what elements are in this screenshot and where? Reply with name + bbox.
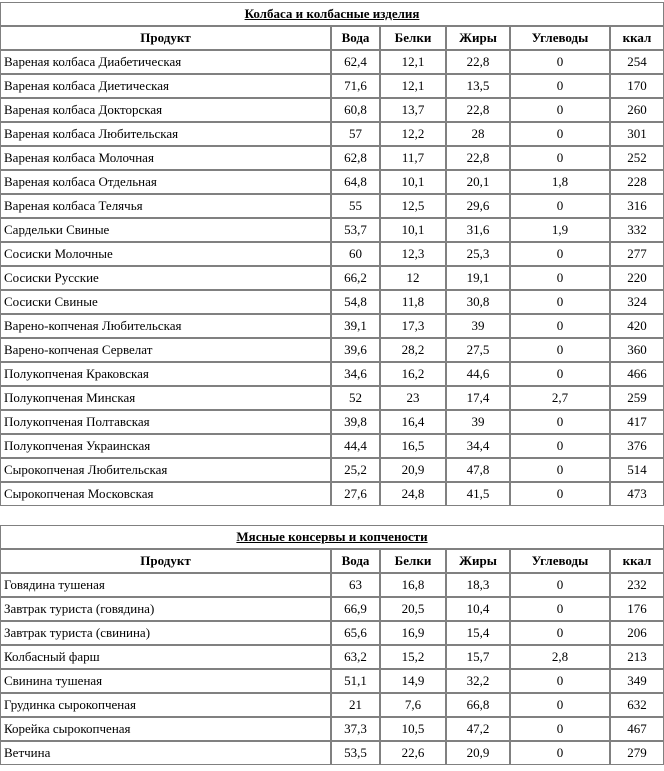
table-title-row — [0, 2, 664, 26]
value-cell: 60 — [331, 242, 380, 266]
value-cell: 53,5 — [331, 741, 380, 765]
value-cell: 417 — [610, 410, 664, 434]
value-cell: 20,5 — [380, 597, 446, 621]
value-cell: 7,6 — [380, 693, 446, 717]
value-cell: 632 — [610, 693, 664, 717]
value-cell: 24,8 — [380, 482, 446, 506]
value-cell: 12,2 — [380, 122, 446, 146]
product-name-cell: Колбасный фарш — [0, 645, 331, 669]
value-cell: 316 — [610, 194, 664, 218]
sausage-table — [0, 2, 664, 506]
value-cell: 65,6 — [331, 621, 380, 645]
value-cell: 22,8 — [446, 146, 510, 170]
product-name-cell: Вареная колбаса Телячья — [0, 194, 331, 218]
value-cell: 220 — [610, 266, 664, 290]
value-cell: 63,2 — [331, 645, 380, 669]
value-cell: 66,2 — [331, 266, 380, 290]
column-header: ккал — [610, 549, 664, 573]
value-cell: 39,6 — [331, 338, 380, 362]
value-cell: 12 — [380, 266, 446, 290]
table-row — [0, 410, 664, 434]
product-name-cell: Завтрак туриста (говядина) — [0, 597, 331, 621]
table-row — [0, 98, 664, 122]
table-row — [0, 194, 664, 218]
value-cell: 10,1 — [380, 170, 446, 194]
column-header: Жиры — [446, 549, 510, 573]
table-title: Мясные консервы и копчености — [0, 525, 664, 549]
product-name-cell: Корейка сырокопченая — [0, 717, 331, 741]
table-row — [0, 482, 664, 506]
value-cell: 39,8 — [331, 410, 380, 434]
value-cell: 22,8 — [446, 50, 510, 74]
table-row — [0, 741, 664, 765]
product-name-cell: Полукопченая Краковская — [0, 362, 331, 386]
value-cell: 376 — [610, 434, 664, 458]
value-cell: 20,9 — [446, 741, 510, 765]
value-cell: 252 — [610, 146, 664, 170]
value-cell: 44,4 — [331, 434, 380, 458]
value-cell: 47,2 — [446, 717, 510, 741]
value-cell: 0 — [510, 482, 610, 506]
value-cell: 64,8 — [331, 170, 380, 194]
table-row — [0, 693, 664, 717]
value-cell: 206 — [610, 621, 664, 645]
value-cell: 0 — [510, 434, 610, 458]
table-row — [0, 122, 664, 146]
value-cell: 16,8 — [380, 573, 446, 597]
value-cell: 1,9 — [510, 218, 610, 242]
value-cell: 13,7 — [380, 98, 446, 122]
value-cell: 0 — [510, 74, 610, 98]
value-cell: 41,5 — [446, 482, 510, 506]
value-cell: 15,4 — [446, 621, 510, 645]
canned-meat-table — [0, 525, 664, 765]
column-header: Вода — [331, 549, 380, 573]
value-cell: 176 — [610, 597, 664, 621]
value-cell: 12,1 — [380, 74, 446, 98]
product-name-cell: Вареная колбаса Молочная — [0, 146, 331, 170]
table-row — [0, 74, 664, 98]
header-row — [0, 549, 664, 573]
value-cell: 27,6 — [331, 482, 380, 506]
table-row — [0, 458, 664, 482]
table-row — [0, 669, 664, 693]
product-name-cell: Полукопченая Полтавская — [0, 410, 331, 434]
value-cell: 39,1 — [331, 314, 380, 338]
value-cell: 51,1 — [331, 669, 380, 693]
value-cell: 30,8 — [446, 290, 510, 314]
table-row — [0, 717, 664, 741]
value-cell: 254 — [610, 50, 664, 74]
product-name-cell: Полукопченая Минская — [0, 386, 331, 410]
value-cell: 63 — [331, 573, 380, 597]
value-cell: 473 — [610, 482, 664, 506]
table-row — [0, 242, 664, 266]
value-cell: 324 — [610, 290, 664, 314]
value-cell: 0 — [510, 573, 610, 597]
value-cell: 23 — [380, 386, 446, 410]
value-cell: 16,4 — [380, 410, 446, 434]
value-cell: 260 — [610, 98, 664, 122]
value-cell: 10,1 — [380, 218, 446, 242]
product-name-cell: Ветчина — [0, 741, 331, 765]
value-cell: 11,7 — [380, 146, 446, 170]
product-name-cell: Сардельки Свиные — [0, 218, 331, 242]
value-cell: 332 — [610, 218, 664, 242]
value-cell: 279 — [610, 741, 664, 765]
table-row — [0, 645, 664, 669]
value-cell: 15,7 — [446, 645, 510, 669]
value-cell: 19,1 — [446, 266, 510, 290]
column-header: Продукт — [0, 26, 331, 50]
value-cell: 18,3 — [446, 573, 510, 597]
value-cell: 0 — [510, 621, 610, 645]
value-cell: 12,3 — [380, 242, 446, 266]
value-cell: 62,8 — [331, 146, 380, 170]
column-header: ккал — [610, 26, 664, 50]
product-name-cell: Сырокопченая Любительская — [0, 458, 331, 482]
value-cell: 53,7 — [331, 218, 380, 242]
table-row — [0, 338, 664, 362]
product-name-cell: Полукопченая Украинская — [0, 434, 331, 458]
column-header: Углеводы — [510, 549, 610, 573]
value-cell: 71,6 — [331, 74, 380, 98]
value-cell: 32,2 — [446, 669, 510, 693]
value-cell: 0 — [510, 741, 610, 765]
value-cell: 39 — [446, 314, 510, 338]
value-cell: 0 — [510, 146, 610, 170]
value-cell: 54,8 — [331, 290, 380, 314]
value-cell: 31,6 — [446, 218, 510, 242]
value-cell: 20,1 — [446, 170, 510, 194]
product-name-cell: Вареная колбаса Любительская — [0, 122, 331, 146]
value-cell: 62,4 — [331, 50, 380, 74]
value-cell: 34,4 — [446, 434, 510, 458]
table-row — [0, 434, 664, 458]
value-cell: 466 — [610, 362, 664, 386]
value-cell: 57 — [331, 122, 380, 146]
table-row — [0, 218, 664, 242]
table-row — [0, 314, 664, 338]
table-row — [0, 597, 664, 621]
product-name-cell: Грудинка сырокопченая — [0, 693, 331, 717]
value-cell: 28,2 — [380, 338, 446, 362]
value-cell: 13,5 — [446, 74, 510, 98]
value-cell: 55 — [331, 194, 380, 218]
value-cell: 10,5 — [380, 717, 446, 741]
value-cell: 514 — [610, 458, 664, 482]
value-cell: 12,5 — [380, 194, 446, 218]
value-cell: 11,8 — [380, 290, 446, 314]
column-header: Продукт — [0, 549, 331, 573]
table-row — [0, 290, 664, 314]
value-cell: 0 — [510, 717, 610, 741]
table-title: Колбаса и колбасные изделия — [0, 2, 664, 26]
value-cell: 17,3 — [380, 314, 446, 338]
value-cell: 12,1 — [380, 50, 446, 74]
product-name-cell: Вареная колбаса Диабетическая — [0, 50, 331, 74]
value-cell: 15,2 — [380, 645, 446, 669]
value-cell: 2,8 — [510, 645, 610, 669]
product-name-cell: Сосиски Свиные — [0, 290, 331, 314]
value-cell: 0 — [510, 362, 610, 386]
product-name-cell: Сосиски Молочные — [0, 242, 331, 266]
table-row — [0, 266, 664, 290]
table-row — [0, 573, 664, 597]
value-cell: 360 — [610, 338, 664, 362]
column-header: Белки — [380, 26, 446, 50]
value-cell: 44,6 — [446, 362, 510, 386]
product-name-cell: Вареная колбаса Диетическая — [0, 74, 331, 98]
column-header: Белки — [380, 549, 446, 573]
product-name-cell: Сырокопченая Московская — [0, 482, 331, 506]
value-cell: 0 — [510, 98, 610, 122]
value-cell: 17,4 — [446, 386, 510, 410]
value-cell: 0 — [510, 290, 610, 314]
value-cell: 28 — [446, 122, 510, 146]
value-cell: 349 — [610, 669, 664, 693]
value-cell: 22,8 — [446, 98, 510, 122]
value-cell: 259 — [610, 386, 664, 410]
product-name-cell: Говядина тушеная — [0, 573, 331, 597]
value-cell: 39 — [446, 410, 510, 434]
product-name-cell: Вареная колбаса Докторская — [0, 98, 331, 122]
product-name-cell: Завтрак туриста (свинина) — [0, 621, 331, 645]
value-cell: 22,6 — [380, 741, 446, 765]
value-cell: 10,4 — [446, 597, 510, 621]
table-row — [0, 621, 664, 645]
value-cell: 27,5 — [446, 338, 510, 362]
product-name-cell: Вареная колбаса Отдельная — [0, 170, 331, 194]
value-cell: 25,3 — [446, 242, 510, 266]
column-header: Вода — [331, 26, 380, 50]
value-cell: 0 — [510, 50, 610, 74]
column-header: Жиры — [446, 26, 510, 50]
value-cell: 16,9 — [380, 621, 446, 645]
table-row — [0, 362, 664, 386]
value-cell: 2,7 — [510, 386, 610, 410]
value-cell: 467 — [610, 717, 664, 741]
value-cell: 25,2 — [331, 458, 380, 482]
value-cell: 0 — [510, 597, 610, 621]
value-cell: 66,9 — [331, 597, 380, 621]
value-cell: 0 — [510, 458, 610, 482]
value-cell: 1,8 — [510, 170, 610, 194]
value-cell: 228 — [610, 170, 664, 194]
value-cell: 60,8 — [331, 98, 380, 122]
value-cell: 14,9 — [380, 669, 446, 693]
header-row — [0, 26, 664, 50]
table-row — [0, 146, 664, 170]
value-cell: 0 — [510, 338, 610, 362]
value-cell: 34,6 — [331, 362, 380, 386]
value-cell: 16,2 — [380, 362, 446, 386]
value-cell: 213 — [610, 645, 664, 669]
value-cell: 16,5 — [380, 434, 446, 458]
column-header: Углеводы — [510, 26, 610, 50]
value-cell: 277 — [610, 242, 664, 266]
value-cell: 0 — [510, 122, 610, 146]
table-row — [0, 50, 664, 74]
value-cell: 47,8 — [446, 458, 510, 482]
value-cell: 29,6 — [446, 194, 510, 218]
value-cell: 20,9 — [380, 458, 446, 482]
table-row — [0, 386, 664, 410]
value-cell: 170 — [610, 74, 664, 98]
value-cell: 52 — [331, 386, 380, 410]
value-cell: 66,8 — [446, 693, 510, 717]
value-cell: 0 — [510, 669, 610, 693]
value-cell: 21 — [331, 693, 380, 717]
value-cell: 0 — [510, 693, 610, 717]
product-name-cell: Свинина тушеная — [0, 669, 331, 693]
product-name-cell: Варено-копченая Любительская — [0, 314, 331, 338]
value-cell: 232 — [610, 573, 664, 597]
table-title-row — [0, 525, 664, 549]
table-row — [0, 170, 664, 194]
product-name-cell: Сосиски Русские — [0, 266, 331, 290]
value-cell: 0 — [510, 194, 610, 218]
value-cell: 0 — [510, 314, 610, 338]
value-cell: 0 — [510, 266, 610, 290]
value-cell: 37,3 — [331, 717, 380, 741]
product-name-cell: Варено-копченая Сервелат — [0, 338, 331, 362]
value-cell: 301 — [610, 122, 664, 146]
value-cell: 420 — [610, 314, 664, 338]
value-cell: 0 — [510, 242, 610, 266]
value-cell: 0 — [510, 410, 610, 434]
